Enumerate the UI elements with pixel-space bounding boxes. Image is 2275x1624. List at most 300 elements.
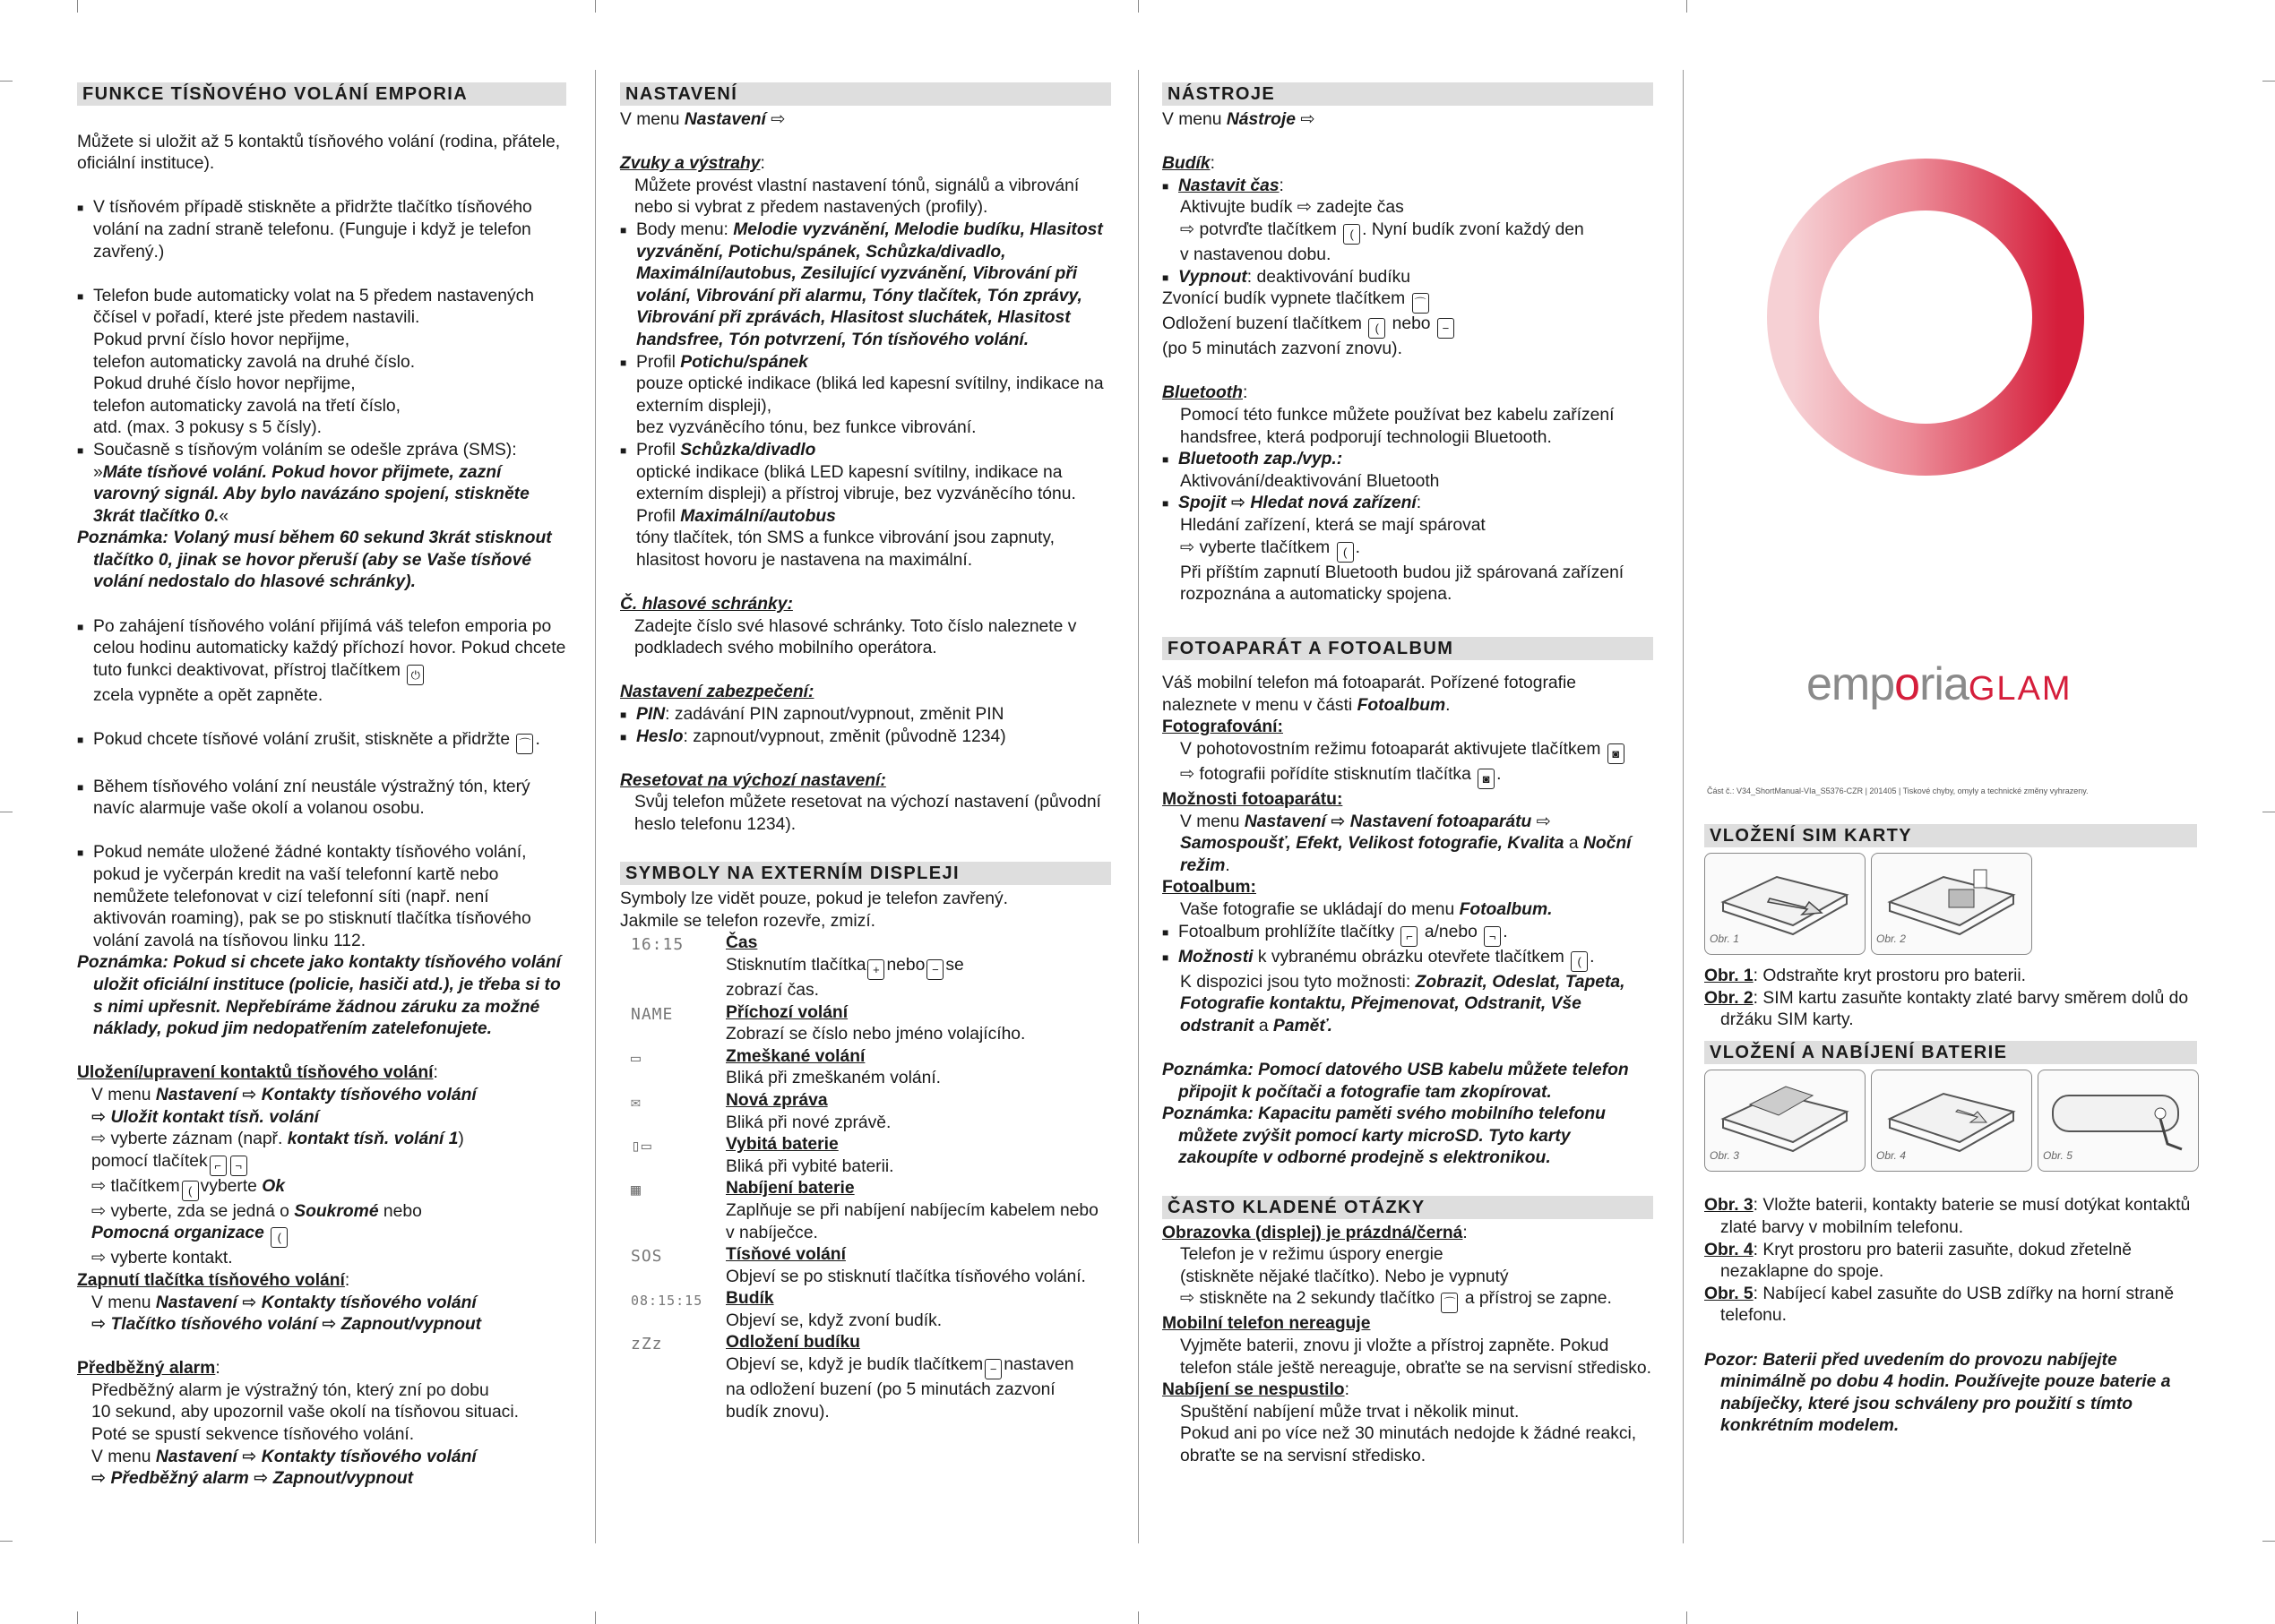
step-text: ⇨ vyberte záznam (např. [91, 1130, 288, 1149]
symbol-desc: zobrazí čas. [726, 980, 819, 1000]
step-menu-path: Nastavení ⇨ Kontakty tísňového volání [155, 1085, 477, 1104]
crop-mark [0, 81, 13, 82]
bluetooth-toggle: ■ Bluetooth zap./vyp.: [1162, 449, 1653, 471]
figure-5 [2038, 1070, 2199, 1172]
column-divider [1683, 70, 1684, 1543]
battery-figures [1704, 1070, 2197, 1173]
emporia-ring-logo [1764, 156, 2087, 478]
section-title-camera: FOTOAPARÁT A FOTOALBUM [1162, 637, 1653, 660]
store-step [91, 1129, 566, 1151]
camera-intro: Váš mobilní telefon má fotoaparát. Pořízené fotografie naleznete v menu v části Fotoalbum. [1162, 674, 1576, 715]
figure-ref: Obr. 1 [1704, 967, 1754, 985]
step-text: ⇨ vyberte tlačítkem [1180, 537, 1331, 557]
pair-step: ⇨ vyberte tlačítkem ( . [1180, 537, 1653, 563]
symbol-charging [620, 1178, 1111, 1244]
symbol-desc [726, 1354, 1111, 1379]
snooze-icon: zZz [631, 1335, 663, 1354]
alarm-step: v nastavenou dobu. [1180, 245, 1331, 264]
figure-desc: : Vložte baterii, kontakty baterie se musí dotýkat kontaktů zlaté barvy v mobilním telefonu. [1720, 1196, 2191, 1237]
off-label: Vypnout [1178, 267, 1247, 287]
battery-charging-icon: ▦ [631, 1181, 642, 1200]
pair-step: Hledání zařízení, která se mají spárovat [1180, 515, 1486, 535]
menu-items-list: Melodie vyzvánění, Melodie budíku, Hlasitost vyzvánění, Potichu/spánek, Schůzka/divadlo, Maximální/autobus, Zesilující vyzvánění, Vibrování při volání, Vibrování při alarmu, Tóny tlačítek, Tón zprávy, Vibrování při zprávách, Hlasitost sluchátek, Hlasitost handsfree, Tón potvrzení, Tón tísňového volání. [636, 219, 1103, 349]
figure-caption: Obr. 5 [2043, 1149, 2072, 1163]
figure-caption: Obr. 3 [1710, 1149, 1739, 1163]
battery-warning: Pozor: Baterii před uvedením do provozu nabíjejte minimálně po dobu 4 hodin. Používejte pouze baterie a nabíječky, které jsou schváleny pro použití s tímto konkrétním modelem. [1704, 1350, 2171, 1436]
crop-mark [2262, 81, 2275, 82]
alarm-set-steps [1162, 197, 1653, 266]
voicemail-heading: Č. hlasové schránky: [620, 595, 793, 614]
step-menu-path: Nastavení ⇨ Kontakty tísňového volání [155, 1293, 477, 1312]
step-text: a/nebo [1424, 922, 1478, 941]
alarm-off [1162, 267, 1653, 289]
faq-answer: Pokud ani po více než 30 minutách nedojde k žádné reakci, obraťte se na servisní středisko. [1180, 1424, 1637, 1465]
symbol-name: Nabíjení baterie [726, 1179, 855, 1199]
symbol-desc: Objeví se po stisknutí tlačítka tísňového volání. [726, 1267, 1086, 1286]
security-password [620, 726, 1111, 749]
symbol-incoming [620, 1002, 1111, 1046]
symbol-name: Čas [726, 933, 758, 953]
pre-alarm-line: Předběžný alarm je výstražný tón, který zní po dobu [91, 1380, 489, 1400]
bullet-5-text: Pokud chcete tísňové volání zrušit, stiskněte a přidržte [93, 730, 511, 750]
pre-alarm-line: 10 sekund, aby upozornil vaše okolí na tísňovou situaci. [91, 1403, 519, 1422]
camera-photo-step: ⇨ fotografii pořídíte stisknutím tlačítka ◙ . [1162, 764, 1653, 789]
enable-step [91, 1293, 566, 1315]
minus-key-icon: − [1437, 318, 1454, 339]
display-clock-icon: 16:15 [631, 935, 685, 955]
alarm-title: Budík: [1162, 154, 1215, 174]
figure-caption: Obr. 1 [1710, 932, 1739, 946]
figure-2-text [1704, 988, 2197, 1032]
step-text: Vaše fotografie se ukládají do menu [1180, 900, 1460, 920]
alarm-snooze-note: (po 5 minutách zazvoní znovu). [1162, 339, 1402, 359]
call-key-icon: ( [182, 1181, 199, 1201]
emergency-bullet-2-line: atd. (max. 3 pokusy s 5 čísly). [93, 418, 323, 438]
figure-ref: Obr. 3 [1704, 1196, 1754, 1216]
camera-key-icon: ◙ [1607, 743, 1624, 764]
symbol-desc: budík znovu). [726, 1402, 830, 1422]
missed-call-icon: ▭ [631, 1048, 642, 1068]
battery-low-icon: ▯▭ [631, 1137, 652, 1156]
section-title-emergency: FUNKCE TÍSŇOVÉHO VOLÁNÍ EMPORIA [77, 82, 566, 106]
step-text: vyberte [200, 1176, 263, 1196]
step-text: V menu [91, 1447, 156, 1466]
camera-options-list: Samospoušť, Efekt, Velikost fotografie, Kvalita [1180, 834, 1564, 854]
crop-mark [595, 0, 596, 13]
emergency-bullet-2-line: ■ Telefon bude automaticky volat na 5 předem nastavených ččísel v pořadí, které jste předem nastavili. [93, 286, 534, 328]
menu-arrow: ⇨ [1295, 110, 1315, 129]
figure-desc: : Nabíjecí kabel zasuňte do USB zdířky na horní straně telefonu. [1720, 1284, 2175, 1326]
symbol-desc: Objeví se, když zvoní budík. [726, 1310, 943, 1330]
step-text: V menu [91, 1085, 156, 1104]
camera-note-2: Poznámka: Kapacitu paměti svého mobilního telefonu můžete zvýšit pomocí karty microSD. Tyto karty zakoupíte v odborné prodejně s elektronikou. [1162, 1104, 1606, 1168]
emergency-bullet-1: ■ V tísňovém případě stiskněte a přidržte tlačítko tísňového volání na zadní straně telefonu. (Funguje i když je telefon zavřený.) [77, 197, 566, 263]
symbol-desc: Zaplňuje se při nabíjení nabíjecím kabelem nebo v nabíječce. [726, 1200, 1099, 1242]
step-text: ⇨ potvrďte tlačítkem [1180, 219, 1337, 239]
end-call-key-icon: ⌒ [516, 734, 533, 754]
brand-name-part: ria [1919, 658, 1969, 710]
enable-step: ⇨ Tlačítko tísňového volání ⇨ Zapnout/vypnout [91, 1315, 482, 1335]
crop-mark [1686, 1611, 1687, 1624]
reset-heading: Resetovat na výchozí nastavení: [620, 770, 886, 790]
figure-ref: Obr. 4 [1704, 1240, 1754, 1259]
cover-close-icon [1881, 1083, 2022, 1155]
figure-desc: : Kryt prostoru pro baterii zasuňte, dokud zřetelně nezaklapne do spoje. [1720, 1240, 2132, 1282]
step-text: Odložení buzení tlačítkem [1162, 314, 1362, 334]
profile-desc: bez vyzváněcího tónu, bez funkce vibrování. [636, 418, 977, 438]
bullet-4-text: Po zahájení tísňového volání přijímá váš telefon emporia po celou hodinu automaticky každý příchozí hovor. Pokud chcete tuto funkci deaktivovat, přístroj tlačítkem [93, 616, 566, 680]
envelope-icon: ✉ [631, 1092, 642, 1112]
pin-label: PIN [636, 705, 666, 725]
display-name-icon: NAME [631, 1004, 674, 1024]
figure-4 [1871, 1070, 2032, 1172]
end-call-key-icon: ⌒ [1441, 1293, 1458, 1313]
sim-figures [1704, 853, 2197, 957]
step-organization: Pomocná organizace [91, 1224, 264, 1243]
camera-note-1: Poznámka: Pomocí datového USB kabelu můžete telefon připojit k počítači a fotografie tam zkopírovat. [1162, 1061, 1629, 1102]
store-step [91, 1151, 566, 1176]
faq-answer [1180, 1288, 1653, 1313]
usb-charging-icon [2047, 1083, 2189, 1155]
sim-card-insert-icon [1881, 866, 2022, 938]
reset-text: Svůj telefon můžete resetovat na výchozí nastavení (původní heslo telefonu 1234). [634, 793, 1101, 834]
crop-mark [77, 1611, 78, 1624]
menu-text: V menu [620, 110, 685, 129]
enable-button-heading: Zapnutí tlačítka tísňového volání [77, 1270, 345, 1290]
profile-name: Potichu/spánek [680, 352, 808, 372]
bluetooth-pair: ■ Spojit ⇨ Hledat nová zařízení: [1162, 493, 1653, 515]
minus-key-icon: − [985, 1359, 1002, 1379]
faq-question: Nabíjení se nespustilo [1162, 1380, 1345, 1400]
step-private: Soukromé [294, 1201, 379, 1221]
section-title-sim: VLOŽENÍ SIM KARTY [1704, 824, 2197, 847]
figure-caption: Obr. 2 [1876, 932, 1906, 946]
password-text: : zapnout/vypnout, změnit (původně 1234) [683, 726, 1006, 746]
step-example: kontakt tísň. volání 1 [287, 1130, 459, 1149]
step-ok: Ok [262, 1176, 285, 1196]
sms-text: Máte tísňové volání. Pokud hovor přijmete, zazní varovný signál. Aby bylo navázáno spojení, stiskněte 3krát tlačítko 0. [93, 462, 530, 526]
step-menu-path: Nastavení ⇨ Nastavení fotoaparátu [1244, 812, 1532, 831]
store-contacts-title: Uložení/upravení kontaktů tísňového volání: [77, 1063, 438, 1083]
faq-answer: Telefon je v režimu úspory energie [1180, 1245, 1443, 1265]
symbol-desc [726, 955, 1111, 980]
menu-name: Nástroje [1226, 110, 1296, 129]
emergency-bullet-6: ■ Během tísňového volání zní neustále výstražný tón, který navíc alarmuje vaše okolí a volanou osobu. [77, 777, 566, 821]
enable-button-steps [77, 1293, 566, 1336]
sounds-heading: Zvuky a výstrahy [620, 154, 761, 174]
brand-wordmark [1806, 657, 2072, 711]
faq-answer: Vyjměte baterii, znovu ji vložte a přístroj zapněte. Pokud telefon stále ještě nereaguje, obraťte se na servisní středisko. [1180, 1336, 1651, 1378]
figure-ref: Obr. 5 [1704, 1284, 1754, 1303]
section-title-settings: NASTAVENÍ [620, 82, 1111, 106]
figure-1 [1704, 853, 1866, 955]
camera-options-text: V menu Nastavení ⇨ Nastavení fotoaparátu ⇨ Samospoušť, Efekt, Velikost fotografie, Kvalita a Noční režim. [1180, 812, 1632, 875]
figure-2 [1871, 853, 2032, 955]
section-title-tools: NÁSTROJE [1162, 82, 1653, 106]
call-key-icon: ( [1571, 951, 1588, 972]
step-text: nebo [378, 1201, 422, 1221]
crop-mark [77, 0, 78, 13]
camera-key-icon: ◙ [1478, 769, 1495, 789]
store-step [91, 1085, 566, 1107]
emergency-bullet-2-line: Pokud druhé číslo hovor nepřijme, [93, 374, 356, 394]
figure-4-text [1704, 1240, 2197, 1284]
brand-product: GLAM [1968, 670, 2072, 708]
figure-desc: : SIM kartu zasuňte kontakty zlaté barvy směrem dolů do držáku SIM karty. [1720, 988, 2189, 1030]
bluetooth-title: Bluetooth: [1162, 383, 1248, 403]
step-text: ⇨ tlačítkem [91, 1176, 180, 1196]
options-memory: Paměť. [1272, 1016, 1332, 1035]
emergency-note-2: Poznámka: Pokud si chcete jako kontakty tísňového volání uložit oficiální instituce (policie, hasiči atd.), je třeba si to s nimi upřesnit. Nepřebíráme žádnou záruku za možné náklady, pokud jim nedopatřením zatelefonujete. [77, 953, 562, 1039]
security-heading: Nastavení zabezpečení: [620, 683, 814, 702]
emergency-note-1: Poznámka: Volaný musí během 60 sekund 3krát stisknout tlačítko 0, jinak se hovor přeruší (aby se Vaše tísňové volání nedostalo do hlasové schránky). [77, 528, 552, 592]
menu-arrow: ⇨ [765, 110, 786, 129]
album-options: ■ Možnosti k vybranému obrázku otevřete tlačítkem ( . [1162, 947, 1653, 972]
faq-q3: Nabíjení se nespustilo: [1162, 1380, 1349, 1400]
brand-name-part: emp [1806, 658, 1895, 710]
profile-label: Profil [636, 352, 681, 372]
end-call-key-icon: ⌒ [1412, 293, 1429, 314]
section-title-faq: ČASTO KLADENÉ OTÁZKY [1162, 1196, 1653, 1219]
crop-mark [0, 1541, 13, 1542]
pre-alarm-heading: Předběžný alarm [77, 1359, 216, 1379]
set-time-label: Nastavit čas [1178, 176, 1280, 195]
sms-close: « [219, 506, 229, 526]
crop-mark [2262, 1541, 2275, 1542]
alarm-clock-icon: 08:15:15 [631, 1293, 703, 1310]
tools-menu [1162, 109, 1653, 132]
figure-3-text [1704, 1195, 2197, 1239]
part-number: Část č.: V34_ShortManual-VIa_S5376-CZR | 201405 | Tiskové chyby, omyly a technické změny vyhrazeny. [1707, 786, 2089, 795]
crop-mark [1138, 0, 1139, 13]
menu-name: Nastavení [684, 110, 766, 129]
symbol-sos [620, 1244, 1111, 1288]
profile-meeting [620, 440, 1111, 572]
emergency-bullet-2-line: telefon automaticky zavolá na třetí číslo, [93, 396, 401, 416]
menu-items-label: Body menu: [636, 219, 734, 239]
alarm-snooze [1162, 314, 1653, 339]
symbol-snooze [620, 1332, 1111, 1423]
profile-label: Profil [636, 506, 681, 526]
settings-menu [620, 109, 1111, 132]
symbol-desc-text: Objeví se, když je budík tlačítkem [726, 1355, 984, 1375]
sms-intro: Současně s tísňovým voláním se odešle zpráva (SMS): » [93, 440, 517, 482]
step-text: a přístroj se zapne. [1464, 1289, 1612, 1309]
battery-insert-icon [1714, 1083, 1856, 1155]
crop-mark [595, 1611, 596, 1624]
bluetooth-text: Pomocí této funkce můžete používat bez kabelu zařízení handsfree, která podporují technologii Bluetooth. [1180, 405, 1615, 447]
step-text: a [1254, 1016, 1273, 1035]
call-key-icon: ( [1343, 224, 1360, 245]
symbol-time [620, 932, 1111, 1001]
step-text: ⇨ stiskněte na 2 sekundy tlačítko [1180, 1289, 1435, 1309]
step-text: k vybranému obrázku otevřete tlačítkem [1253, 947, 1564, 967]
symbol-alarm [620, 1288, 1111, 1332]
section-title-battery: VLOŽENÍ A NABÍJENÍ BATERIE [1704, 1041, 2197, 1064]
pre-alarm-text [77, 1380, 566, 1491]
album-options-list [1162, 972, 1653, 1038]
bluetooth-pair-steps [1162, 515, 1653, 606]
store-step: ⇨ Uložit kontakt tísň. volání [91, 1107, 319, 1127]
camera-intro-text: Váš mobilní telefon má fotoaparát. Pořízené fotografie naleznete v menu v části [1162, 674, 1576, 715]
figure-ref: Obr. 2 [1704, 988, 1754, 1008]
column-tools [1162, 82, 1653, 1468]
step-text: Fotoalbum prohlížíte tlačítky [1178, 922, 1395, 941]
phone-open-cover-icon [1714, 866, 1856, 938]
store-contacts-steps [77, 1085, 566, 1270]
password-label: Heslo [636, 726, 684, 746]
profile-label: Profil [636, 440, 681, 460]
voicemail-text: Zadejte číslo své hlasové schránky. Toto číslo naleznete v podkladech svého mobilního operátora. [634, 616, 1077, 658]
step-text: K dispozici jsou tyto možnosti: [1180, 972, 1416, 992]
left-soft-key-icon: ⌐ [210, 1156, 227, 1176]
faq-a3 [1162, 1402, 1653, 1468]
plus-key-icon: + [867, 959, 884, 980]
camera-options-heading: Možnosti fotoaparátu: [1162, 790, 1343, 810]
emergency-bullet-4 [77, 616, 566, 708]
step-text: ⇨ vyberte, zda se jedná o [91, 1201, 295, 1221]
symbol-name: Vybitá baterie [726, 1135, 839, 1155]
emergency-intro: Můžete si uložit až 5 kontaktů tísňového volání (rodina, přátele, oficiální instituce). [77, 132, 561, 174]
sos-icon: SOS [631, 1247, 663, 1267]
emergency-bullet-2-line: telefon automaticky zavolá na druhé číslo. [93, 352, 416, 372]
call-key-icon: ( [271, 1227, 288, 1248]
power-key-icon: ⏻ [407, 665, 424, 685]
pre-alarm-line [91, 1447, 566, 1469]
symbol-desc-text: se [945, 955, 964, 975]
bluetooth-heading: Bluetooth [1162, 383, 1243, 403]
emergency-bullet-2-line: Pokud první číslo hovor nepřijme, [93, 330, 350, 349]
alarm-set-time: ■ Nastavit čas: [1162, 176, 1653, 198]
figure-caption: Obr. 4 [1876, 1149, 1906, 1163]
step-text: . Nyní budík zvoní každý den [1362, 219, 1584, 239]
brand-name-accent: o [1894, 658, 1920, 710]
column-divider [595, 70, 596, 1543]
alarm-heading: Budík [1162, 154, 1211, 174]
symbol-desc: Bliká při vybité baterii. [726, 1156, 894, 1176]
step-text: ) [458, 1130, 464, 1149]
step-text: V menu [91, 1293, 156, 1312]
faq-question: Mobilní telefon nereaguje [1162, 1314, 1371, 1334]
store-step [91, 1176, 566, 1201]
sounds-title: Zvuky a výstrahy: [620, 154, 765, 174]
symbol-desc-text: Stisknutím tlačítka [726, 955, 866, 975]
security-pin [620, 704, 1111, 726]
camera-photo-step [1162, 739, 1653, 764]
options-list: Zobrazit, Odeslat, Tapeta, Fotografie kontaktu, Přejmenovat, Odstranit, Vše odstranit [1180, 972, 1625, 1035]
emergency-bullet-5: ■ Pokud chcete tísňové volání zrušit, stiskněte a přidržte ⌒ . [77, 729, 566, 754]
minus-key-icon: − [926, 959, 944, 980]
step-menu-path: Nastavení ⇨ Kontakty tísňového volání [155, 1447, 477, 1466]
symbol-name: Budík [726, 1289, 774, 1309]
call-key-icon: ( [1368, 318, 1385, 339]
faq-question: Obrazovka (displej) je prázdná/černá [1162, 1223, 1463, 1242]
column-settings [620, 82, 1111, 1423]
faq-q1: Obrazovka (displej) je prázdná/černá: [1162, 1223, 1468, 1242]
column-emergency [77, 82, 566, 1491]
alarm-step: Aktivujte budík ⇨ zadejte čas [1180, 198, 1404, 218]
album-heading: Fotoalbum: [1162, 878, 1256, 898]
album-text [1162, 899, 1653, 922]
store-contacts-heading: Uložení/upravení kontaktů tísňového volání [77, 1063, 434, 1083]
symbol-name: Zmeškané volání [726, 1046, 866, 1066]
camera-photo-heading: Fotografování: [1162, 717, 1283, 737]
figure-1-text [1704, 966, 2197, 988]
sounds-text: Můžete provést vlastní nastavení tónů, signálů a vibrování nebo si vybrat z předem nastavených (profily). [634, 176, 1080, 218]
figure-desc: : Odstraňte kryt prostoru pro baterii. [1753, 967, 2026, 985]
symbol-desc: Bliká při zmeškaném volání. [726, 1069, 942, 1088]
emergency-bullet-3 [77, 440, 566, 528]
step-text: pomocí tlačítek [91, 1151, 208, 1171]
column-divider [1138, 70, 1139, 1543]
crop-mark [1138, 1611, 1139, 1624]
left-soft-key-icon: ⌐ [1400, 926, 1418, 947]
camera-night-mode: Noční režim [1180, 834, 1632, 875]
step-text: V menu [1180, 812, 1245, 831]
album-browse: ■ Fotoalbum prohlížíte tlačítky ⌐ a/nebo ¬ . [1162, 922, 1653, 947]
crop-mark [1686, 0, 1687, 13]
symbol-name: Tísňové volání [726, 1245, 846, 1265]
symbol-name: Odložení budíku [726, 1333, 860, 1353]
column-setup [1704, 824, 2197, 1438]
off-text: : deaktivování budíku [1246, 267, 1411, 287]
symbol-desc-text: nastaven [1004, 1355, 1074, 1375]
enable-button-title: Zapnutí tlačítka tísňového volání: [77, 1270, 350, 1290]
right-soft-key-icon: ¬ [1484, 926, 1501, 947]
symbol-name: Příchozí volání [726, 1002, 849, 1022]
figure-3 [1704, 1070, 1866, 1172]
step-text: nebo [1392, 314, 1431, 334]
symbol-message [620, 1090, 1111, 1134]
bullet-4-text-end: zcela vypněte a opět zapněte. [93, 685, 323, 705]
faq-a1 [1162, 1244, 1653, 1313]
section-title-symbols: SYMBOLY NA EXTERNÍM DISPLEJI [620, 862, 1111, 885]
symbol-name: Nová zpráva [726, 1090, 828, 1110]
pre-alarm-title: Předběžný alarm: [77, 1359, 220, 1379]
pre-alarm-line: ⇨ Předběžný alarm ⇨ Zapnout/vypnout [91, 1469, 414, 1489]
store-step [91, 1223, 566, 1248]
profile-silent [620, 352, 1111, 440]
symbol-desc: na odložení buzení (po 5 minutách zazvoní [726, 1380, 1056, 1400]
step-text: Zvonící budík vypnete tlačítkem [1162, 289, 1406, 309]
step-text: ⇨ fotografii pořídíte stisknutím tlačítka [1180, 765, 1471, 785]
profile-name: Schůzka/divadlo [680, 440, 816, 460]
pre-alarm-line: Poté se spustí sekvence tísňového volání. [91, 1425, 415, 1445]
right-soft-key-icon: ¬ [230, 1156, 247, 1176]
pin-text: : zadávání PIN zapnout/vypnout, změnit PIN [665, 705, 1004, 725]
emergency-bullet-2 [77, 286, 566, 440]
profile-desc: pouze optické indikace (bliká led kapesní svítilny, indikace na externím displeji), [636, 374, 1104, 416]
symbol-desc: Bliká při nové zprávě. [726, 1113, 892, 1132]
bluetooth-toggle-text: Aktivování/deaktivování Bluetooth [1180, 471, 1440, 491]
faq-answer: Spuštění nabíjení může trvat i několik minut. [1180, 1402, 1520, 1422]
step-text: V pohotovostním režimu fotoaparát aktivujete tlačítkem [1180, 740, 1601, 760]
store-step [91, 1201, 566, 1224]
symbols-intro: Jakmile se telefon rozevře, zmizí. [620, 911, 876, 931]
options-label: Možnosti [1178, 947, 1254, 967]
faq-answer: (stiskněte nějaké tlačítko). Nebo je vypnutý [1180, 1267, 1509, 1286]
store-step: ⇨ vyberte kontakt. [91, 1249, 233, 1268]
profile-desc: optické indikace (bliká LED kapesní svítilny, indikace na externím displeji) a přístroj vibruje, bez vyzváněcího tónu. [636, 462, 1076, 504]
alarm-stop [1162, 288, 1653, 314]
profile-name: Maximální/autobus [680, 506, 836, 526]
symbol-desc-text: nebo [886, 955, 926, 975]
camera-album: Fotoalbum [1357, 695, 1446, 715]
emergency-bullet-7: ■ Pokud nemáte uložené žádné kontakty tísňového volání, pokud je vyčerpán kredit na vaší telefonní kartě nebo nemůžete telefonovat v cizí telefonní síti (např. není aktivován roaming), pak se po stisknutí tlačítka tísňového volání zavolá na tísňovou linku 112. [77, 842, 566, 952]
pair-label: Spojit ⇨ Hledat nová zařízení [1178, 494, 1417, 513]
sounds-menu-items [620, 219, 1111, 352]
alarm-step [1180, 219, 1653, 245]
